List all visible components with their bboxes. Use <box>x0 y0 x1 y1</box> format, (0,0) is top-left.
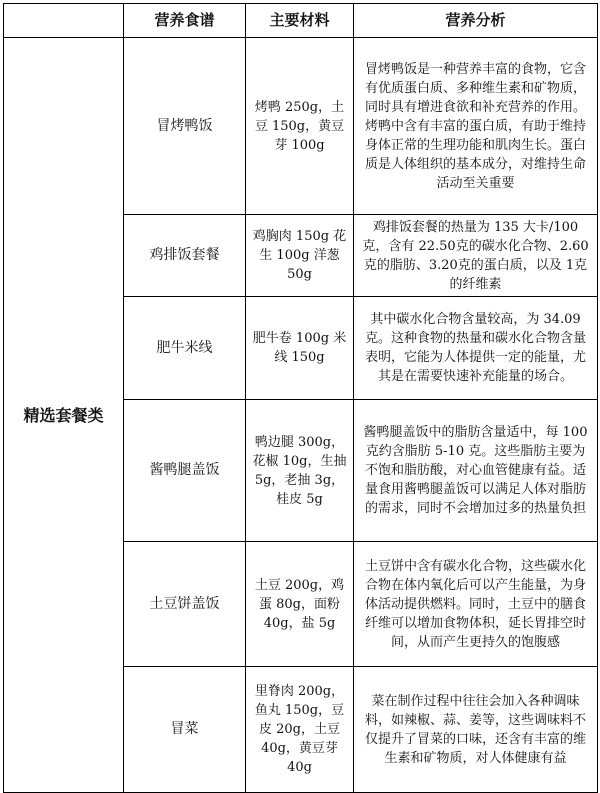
dish-name: 土豆饼盖饭 <box>124 542 246 667</box>
nutrition-table <box>3 3 598 793</box>
dish-analysis: 其中碳水化合物含量较高，为 34.09克。这种食物的热量和碳水化合物含量表明，它能为人体提供一定的能量，尤其是在需要快速补充能量的场合。 <box>354 297 598 400</box>
dish-name: 酱鸭腿盖饭 <box>124 400 246 542</box>
table-row <box>4 38 598 215</box>
dish-materials: 肥牛卷 100g 米线 150g <box>246 297 354 400</box>
header-materials: 主要材料 <box>246 4 354 38</box>
dish-analysis: 酱鸭腿盖饭中的脂肪含量适中，每 100 克约含脂肪 5-10 克。这些脂肪主要为不饱和脂肪酸，对心血管健康有益。适量食用酱鸭腿盖饭可以满足人体对脂肪的需求，同时不会增加过多的热量负担 <box>354 400 598 542</box>
header-row <box>4 4 598 38</box>
dish-analysis: 鸡排饭套餐的热量为 135 大卡/100克，含有 22.50克的碳水化合物、2.60克的脂肪、3.20克的蛋白质，以及 1克的纤维素 <box>354 215 598 297</box>
category-cell: 精选套餐类 <box>4 38 124 793</box>
dish-name: 冒菜 <box>124 667 246 793</box>
dish-name: 肥牛米线 <box>124 297 246 400</box>
dish-materials: 土豆 200g，鸡蛋 80g，面粉 40g，盐 5g <box>246 542 354 667</box>
dish-name: 鸡排饭套餐 <box>124 215 246 297</box>
dish-analysis: 土豆饼中含有碳水化合物，这些碳水化合物在体内氧化后可以产生能量，为身体活动提供燃料。同时，土豆中的膳食纤维可以增加食物体积，延长胃排空时间，从而产生更持久的饱腹感 <box>354 542 598 667</box>
header-recipe: 营养食谱 <box>124 4 246 38</box>
dish-analysis: 冒烤鸭饭是一种营养丰富的食物，它含有优质蛋白质、多种维生素和矿物质，同时具有增进食欲和补充营养的作用。烤鸭中含有丰富的蛋白质，有助于维持身体正常的生理功能和肌肉生长。蛋白质是人体组织的基本成分，对维持生命活动至关重要 <box>354 38 598 215</box>
dish-analysis: 菜在制作过程中往往会加入各种调味料，如辣椒、蒜、姜等，这些调味料不仅提升了冒菜的口味，还含有丰富的维生素和矿物质，对人体健康有益 <box>354 667 598 793</box>
header-analysis: 营养分析 <box>354 4 598 38</box>
dish-materials: 里脊肉 200g，鱼丸 150g，豆皮 20g，土豆 40g，黄豆芽 40g <box>246 667 354 793</box>
header-corner-cell <box>4 4 124 38</box>
dish-name: 冒烤鸭饭 <box>124 38 246 215</box>
dish-materials: 鸡胸肉 150g 花生 100g 洋葱 50g <box>246 215 354 297</box>
dish-materials: 鸭边腿 300g，花椒 10g，生抽 5g，老抽 3g，桂皮 5g <box>246 400 354 542</box>
dish-materials: 烤鸭 250g，土豆 150g，黄豆芽 100g <box>246 38 354 215</box>
